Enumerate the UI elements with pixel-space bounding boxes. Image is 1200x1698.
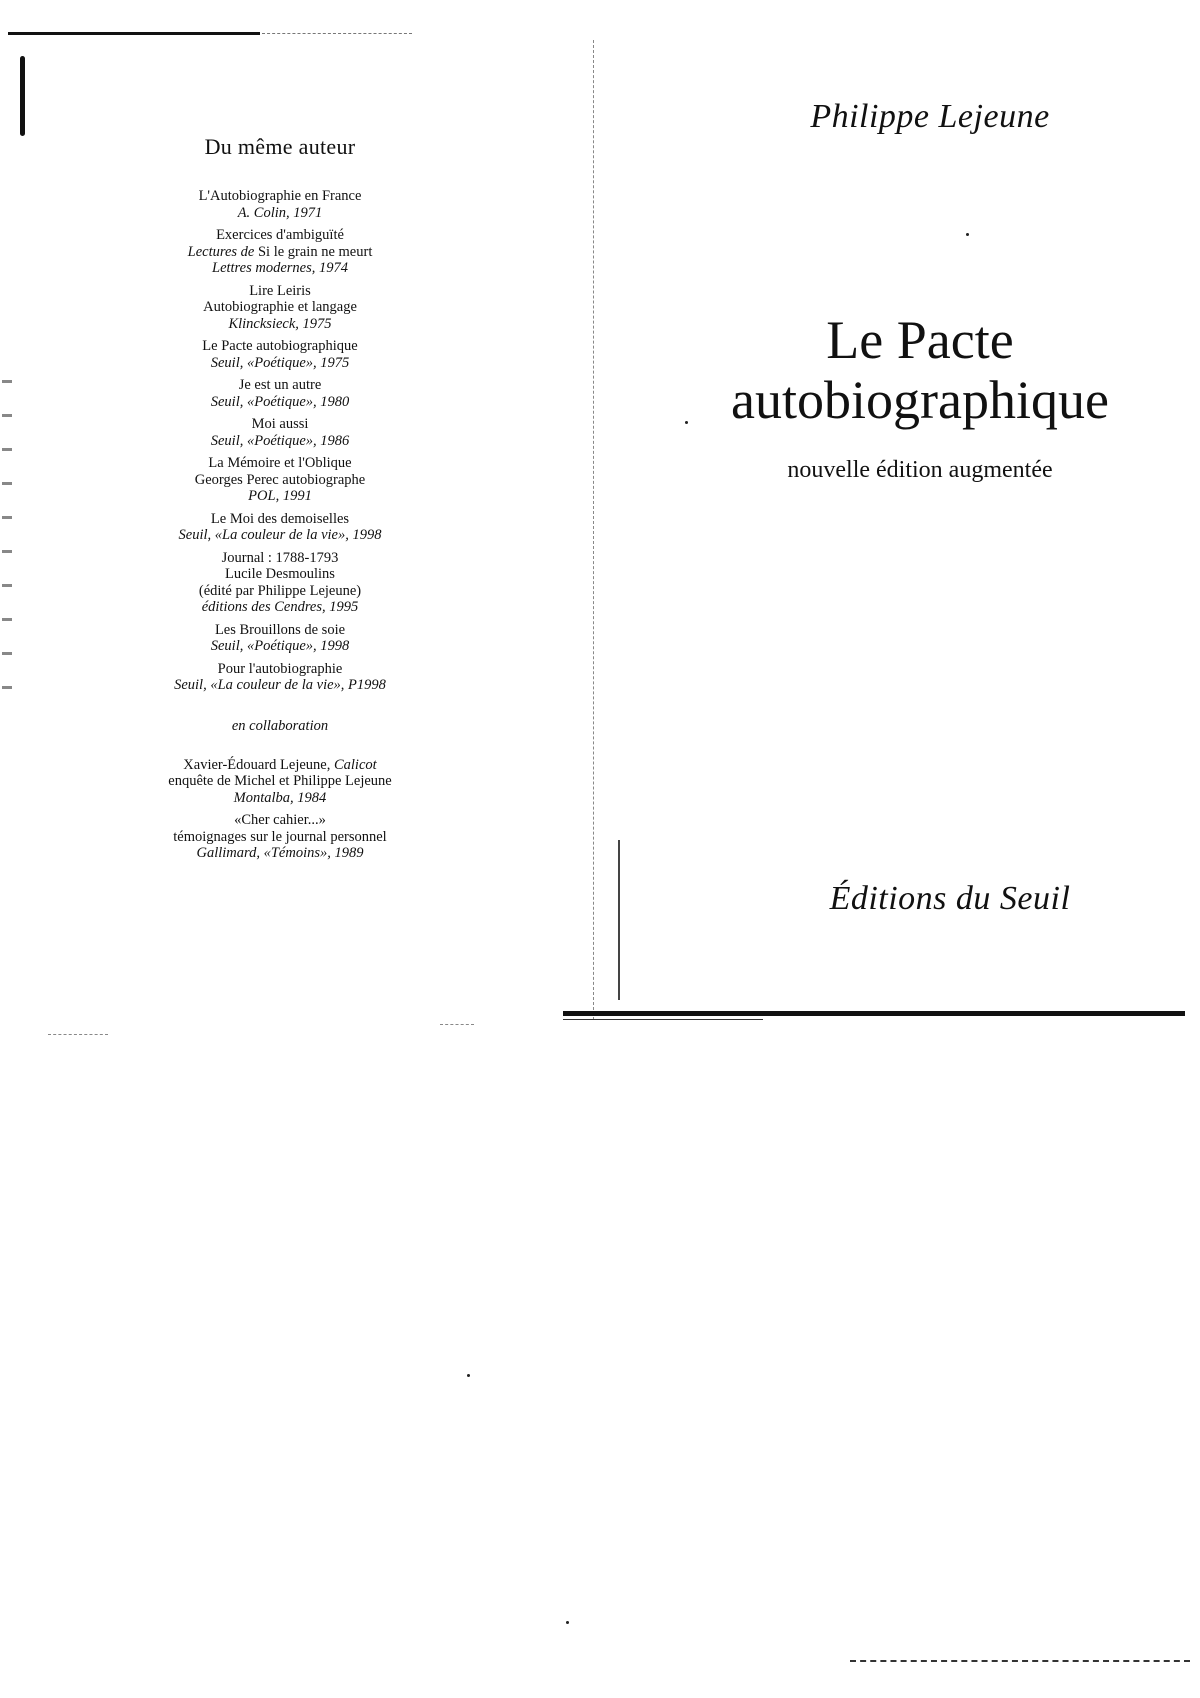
list-item xyxy=(120,227,440,277)
bottom-scan-rule xyxy=(563,1011,1185,1016)
collab-first-line xyxy=(120,757,440,774)
work-publication: Seuil, «Poétique», 1998 xyxy=(210,638,350,654)
list-item xyxy=(120,283,440,333)
left-edge-ticks xyxy=(2,380,12,700)
work-title: La Mémoire et l'Oblique xyxy=(208,455,352,471)
bottom-scan-rule-thin xyxy=(563,1019,763,1020)
scan-speck xyxy=(467,1374,470,1377)
list-item xyxy=(120,511,440,544)
work-title: Le Moi des demoiselles xyxy=(210,510,350,527)
collaboration-label: en collaboration xyxy=(231,717,329,734)
list-item xyxy=(120,812,440,862)
work-subtitle-rest: Si le grain ne meurt xyxy=(254,243,373,260)
scan-speck xyxy=(566,1621,569,1624)
list-item xyxy=(120,338,440,371)
work-publication: Gallimard, «Témoins», 1989 xyxy=(196,845,364,861)
work-title: Georges Perec autobiographe xyxy=(194,471,366,488)
work-title: enquête de Michel et Philippe Lejeune xyxy=(168,773,392,789)
work-publication: Lettres modernes, 1974 xyxy=(212,260,348,276)
footer-scan-dash xyxy=(850,1660,1190,1662)
left-page-bibliography xyxy=(120,134,440,868)
top-scan-rule xyxy=(8,32,260,35)
list-item xyxy=(120,416,440,449)
work-publication: Seuil, «Poétique», 1980 xyxy=(210,393,350,410)
work-title: Les Brouillons de soie xyxy=(214,621,346,638)
author-name: Philippe Lejeune xyxy=(810,98,1050,135)
work-publication: Seuil, «Poétique», 1975 xyxy=(210,354,350,371)
top-scan-dash xyxy=(262,33,412,34)
work-title: Journal : 1788-1793 xyxy=(221,549,339,566)
work-publication: Seuil, «La couleur de la vie», P1998 xyxy=(174,677,386,693)
work-title: témoignages sur le journal personnel xyxy=(173,828,387,845)
work-title: Lucile Desmoulins xyxy=(225,566,335,582)
work-title: Exercices d'ambiguïté xyxy=(216,227,344,243)
collab-title: Calicot xyxy=(333,756,377,773)
list-item xyxy=(120,188,440,221)
bottom-scan-dash-mid xyxy=(440,1024,474,1025)
book-title-line-2: autobiographique xyxy=(731,370,1109,430)
work-subtitle-prefix: Lectures de xyxy=(187,243,255,260)
work-subtitle xyxy=(120,244,440,261)
work-publication: Seuil, «La couleur de la vie», 1998 xyxy=(178,527,382,543)
collab-first-line xyxy=(120,812,440,829)
work-title: Autobiographie et langage xyxy=(203,299,357,315)
work-title: Lire Leiris xyxy=(249,282,311,299)
collab-author: Xavier-Édouard Lejeune, xyxy=(183,756,334,773)
work-title: Le Pacte autobiographique xyxy=(202,338,358,354)
gutter-line xyxy=(593,40,594,1020)
works-list xyxy=(120,188,440,694)
collab-title: «Cher cahier...» xyxy=(234,812,326,828)
work-title: L'Autobiographie en France xyxy=(198,188,362,204)
book-title xyxy=(660,310,1180,430)
work-publication: POL, 1991 xyxy=(248,488,312,504)
work-title: Pour l'autobiographie xyxy=(217,660,343,677)
left-edge-mark xyxy=(20,56,25,136)
book-title-line-1: Le Pacte xyxy=(826,310,1014,370)
list-item xyxy=(120,455,440,505)
work-title: Je est un autre xyxy=(238,377,322,393)
gutter-shadow xyxy=(618,840,620,1000)
work-title: (édité par Philippe Lejeune) xyxy=(198,582,362,599)
scan-speck xyxy=(966,233,969,236)
collaboration-list xyxy=(120,757,440,862)
bibliography-heading: Du même auteur xyxy=(204,134,356,159)
list-item xyxy=(120,377,440,410)
work-publication: Klincksieck, 1975 xyxy=(228,315,332,332)
work-publication: Montalba, 1984 xyxy=(233,789,327,806)
list-item xyxy=(120,757,440,807)
list-item xyxy=(120,550,440,616)
work-publication: Seuil, «Poétique», 1986 xyxy=(210,432,350,449)
edition-subtitle: nouvelle édition augmentée xyxy=(787,457,1053,483)
list-item xyxy=(120,622,440,655)
work-publication: A. Colin, 1971 xyxy=(237,204,323,221)
publisher-name: Éditions du Seuil xyxy=(829,880,1071,917)
work-publication: éditions des Cendres, 1995 xyxy=(201,599,359,615)
list-item xyxy=(120,661,440,694)
work-title: Moi aussi xyxy=(251,416,309,432)
bottom-scan-dash-left xyxy=(48,1034,108,1035)
